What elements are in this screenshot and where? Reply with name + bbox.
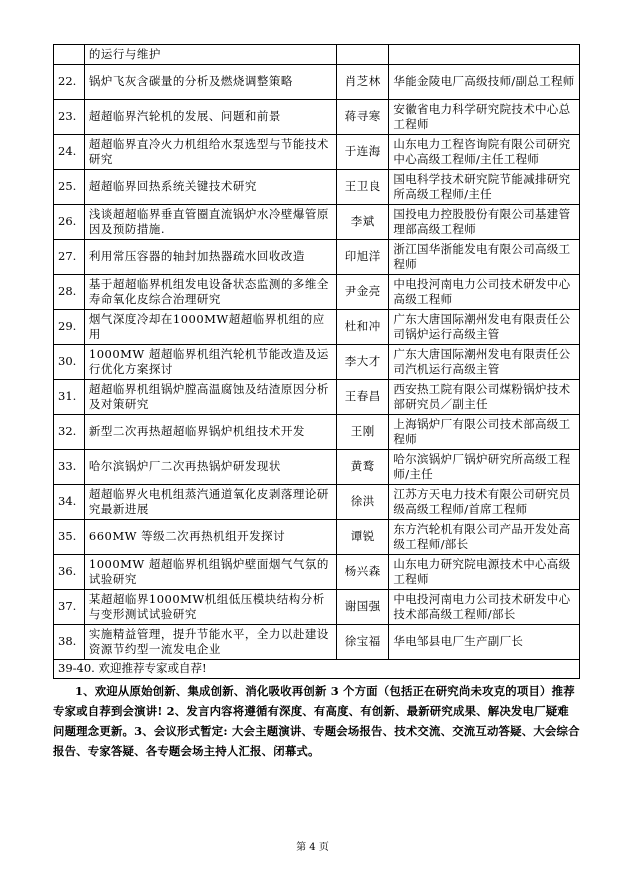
topic-cell: 1000MW 超超临界机组汽轮机节能改造及运行优化方案探讨: [84, 345, 336, 380]
name-cell: 王卫良: [337, 170, 389, 205]
row-number-cell: 28.: [54, 275, 85, 310]
organization-cell: 浙江国华浙能发电有限公司高级工程师: [389, 240, 580, 275]
row-number-cell: 38.: [54, 625, 85, 660]
row-number-cell: 37.: [54, 590, 85, 625]
name-cell: 徐宝福: [337, 625, 389, 660]
table-row: [54, 170, 580, 205]
organization-cell: 上海锅炉厂有限公司技术部高级工程师: [389, 415, 580, 450]
page-number: 第 4 页: [296, 842, 329, 853]
table-row: [54, 310, 580, 345]
organization-cell: 安徽省电力科学研究院技术中心总工程师: [389, 100, 580, 135]
organization-cell: 中电投河南电力公司技术研发中心高级工程师: [389, 275, 580, 310]
table-row: [54, 240, 580, 275]
topic-cell: 利用常压容器的轴封加热器疏水回收改造: [84, 240, 336, 275]
name-cell: 于连海: [337, 135, 389, 170]
topic-cell: 1000MW 超超临界机组锅炉壁面烟气气氛的试验研究: [84, 555, 336, 590]
name-cell: 谢国强: [337, 590, 389, 625]
row-number-cell: 24.: [54, 135, 85, 170]
topic-cell: 锅炉飞灰含碳量的分析及燃烧调整策略: [84, 65, 336, 100]
row-number-cell: 23.: [54, 100, 85, 135]
table-row: [54, 65, 580, 100]
table-row: [54, 555, 580, 590]
organization-cell: 江苏方天电力技术有限公司研究员级高级工程师/首席工程师: [389, 485, 580, 520]
organization-cell: 山东电力工程咨询院有限公司研究中心高级工程师/主任工程师: [389, 135, 580, 170]
row-number-cell: 32.: [54, 415, 85, 450]
topic-cell: 超超临界机组锅炉膛高温腐蚀及结渣原因分析及对策研究: [84, 380, 336, 415]
topic-cell: 的运行与维护: [84, 45, 336, 65]
row-number-cell: 36.: [54, 555, 85, 590]
row-number-cell: 33.: [54, 450, 85, 485]
organization-cell: 东方汽轮机有限公司产品开发处高级工程师/部长: [389, 520, 580, 555]
organization-cell: 山东电力研究院电源技术中心高级工程师: [389, 555, 580, 590]
conference-notes: 1、欢迎从原始创新、集成创新、消化吸收再创新 3 个方面（包括正在研究尚未攻克的项目）推荐专家或自荐到会演讲! 2、发言内容将遵循有深度、有高度、有创新、最新研究成果、解决发电厂疑难问题理念更新。3、会议形式暂定: 大会主题演讲、专题会场报告、技术交流、交流互动答疑、大会综合报告、专家答疑、各专题会场主持人汇报、闭幕式。: [53, 683, 580, 758]
name-cell: 肖芝林: [337, 65, 389, 100]
row-number-cell: 29.: [54, 310, 85, 345]
name-cell: 尹金亮: [337, 275, 389, 310]
organization-cell: 华电邹县电厂生产副厂长: [389, 625, 580, 660]
row-number-cell: 30.: [54, 345, 85, 380]
organization-cell: 国电科学技术研究院节能减排研究所高级工程师/主任: [389, 170, 580, 205]
topic-cell: 超超临界直冷火力机组给水泵选型与节能技术研究: [84, 135, 336, 170]
table-row: [54, 415, 580, 450]
name-cell: 黄鹜: [337, 450, 389, 485]
topic-cell: 浅谈超超临界垂直管圈直流锅炉水冷壁爆管原因及预防措施.: [84, 205, 336, 240]
name-cell: 杜和冲: [337, 310, 389, 345]
table-row: [54, 345, 580, 380]
name-cell: 李斌: [337, 205, 389, 240]
topic-cell: 超超临界火电机组蒸汽通道氧化皮剥落理论研究最新进展: [84, 485, 336, 520]
topic-cell: 超超临界汽轮机的发展、问题和前景: [84, 100, 336, 135]
table-row: [54, 590, 580, 625]
organization-cell: 西安热工院有限公司煤粉锅炉技术部研究员／副主任: [389, 380, 580, 415]
topic-cell: 新型二次再热超超临界锅炉机组技术开发: [84, 415, 336, 450]
topic-cell: 某超超临界1000MW机组低压模块结构分析与变形测试试验研究: [84, 590, 336, 625]
name-cell: 蒋寻寒: [337, 100, 389, 135]
name-cell: 王刚: [337, 415, 389, 450]
speaker-table: [53, 44, 580, 679]
table-row: [54, 275, 580, 310]
organization-cell: 华能金陵电厂高级技师/副总工程师: [389, 65, 580, 100]
name-cell: 杨兴森: [337, 555, 389, 590]
row-number-cell: 35.: [54, 520, 85, 555]
table-row: [54, 135, 580, 170]
row-number-cell: 26.: [54, 205, 85, 240]
organization-cell: 国投电力控股股份有限公司基建管理部高级工程师: [389, 205, 580, 240]
topic-cell: 660MW 等级二次再热机组开发探讨: [84, 520, 336, 555]
table-row: [54, 100, 580, 135]
organization-cell: 中电投河南电力公司技术研发中心技术部高级工程师/部长: [389, 590, 580, 625]
row-number-cell: 22.: [54, 65, 85, 100]
row-number-cell: 27.: [54, 240, 85, 275]
topic-cell: 哈尔滨锅炉厂二次再热锅炉研发现状: [84, 450, 336, 485]
topic-cell: 实施精益管理，提升节能水平，全力以赴建设资源节约型一流发电企业: [84, 625, 336, 660]
table-row: [54, 625, 580, 660]
table-row: [54, 485, 580, 520]
recommend-cell: 39-40. 欢迎推荐专家或自荐!: [54, 660, 580, 679]
row-number-cell: 25.: [54, 170, 85, 205]
speaker-table-body: [54, 45, 580, 660]
table-row: [54, 520, 580, 555]
row-number-cell: 31.: [54, 380, 85, 415]
table-row: [54, 450, 580, 485]
table-row-continuation: [54, 45, 580, 65]
organization-cell: [389, 45, 580, 65]
row-number-cell: 34.: [54, 485, 85, 520]
topic-cell: 烟气深度冷却在1000MW超超临界机组的应用: [84, 310, 336, 345]
organization-cell: 哈尔滨锅炉厂锅炉研究所高级工程师/主任: [389, 450, 580, 485]
table-row: [54, 380, 580, 415]
name-cell: 王春昌: [337, 380, 389, 415]
topic-cell: 超超临界回热系统关键技术研究: [84, 170, 336, 205]
name-cell: 谭锐: [337, 520, 389, 555]
name-cell: 印旭洋: [337, 240, 389, 275]
table-row: [54, 205, 580, 240]
name-cell: [337, 45, 389, 65]
topic-cell: 基于超超临界机组发电设备状态监测的多维全寿命氧化皮综合治理研究: [84, 275, 336, 310]
organization-cell: 广东大唐国际潮州发电有限责任公司锅炉运行高级主管: [389, 310, 580, 345]
organization-cell: 广东大唐国际潮州发电有限责任公司汽机运行高级主管: [389, 345, 580, 380]
row-number-cell: [54, 45, 85, 65]
name-cell: 李大才: [337, 345, 389, 380]
document-sheet: [53, 44, 580, 761]
table-footer-row: [54, 660, 580, 679]
name-cell: 徐洪: [337, 485, 389, 520]
